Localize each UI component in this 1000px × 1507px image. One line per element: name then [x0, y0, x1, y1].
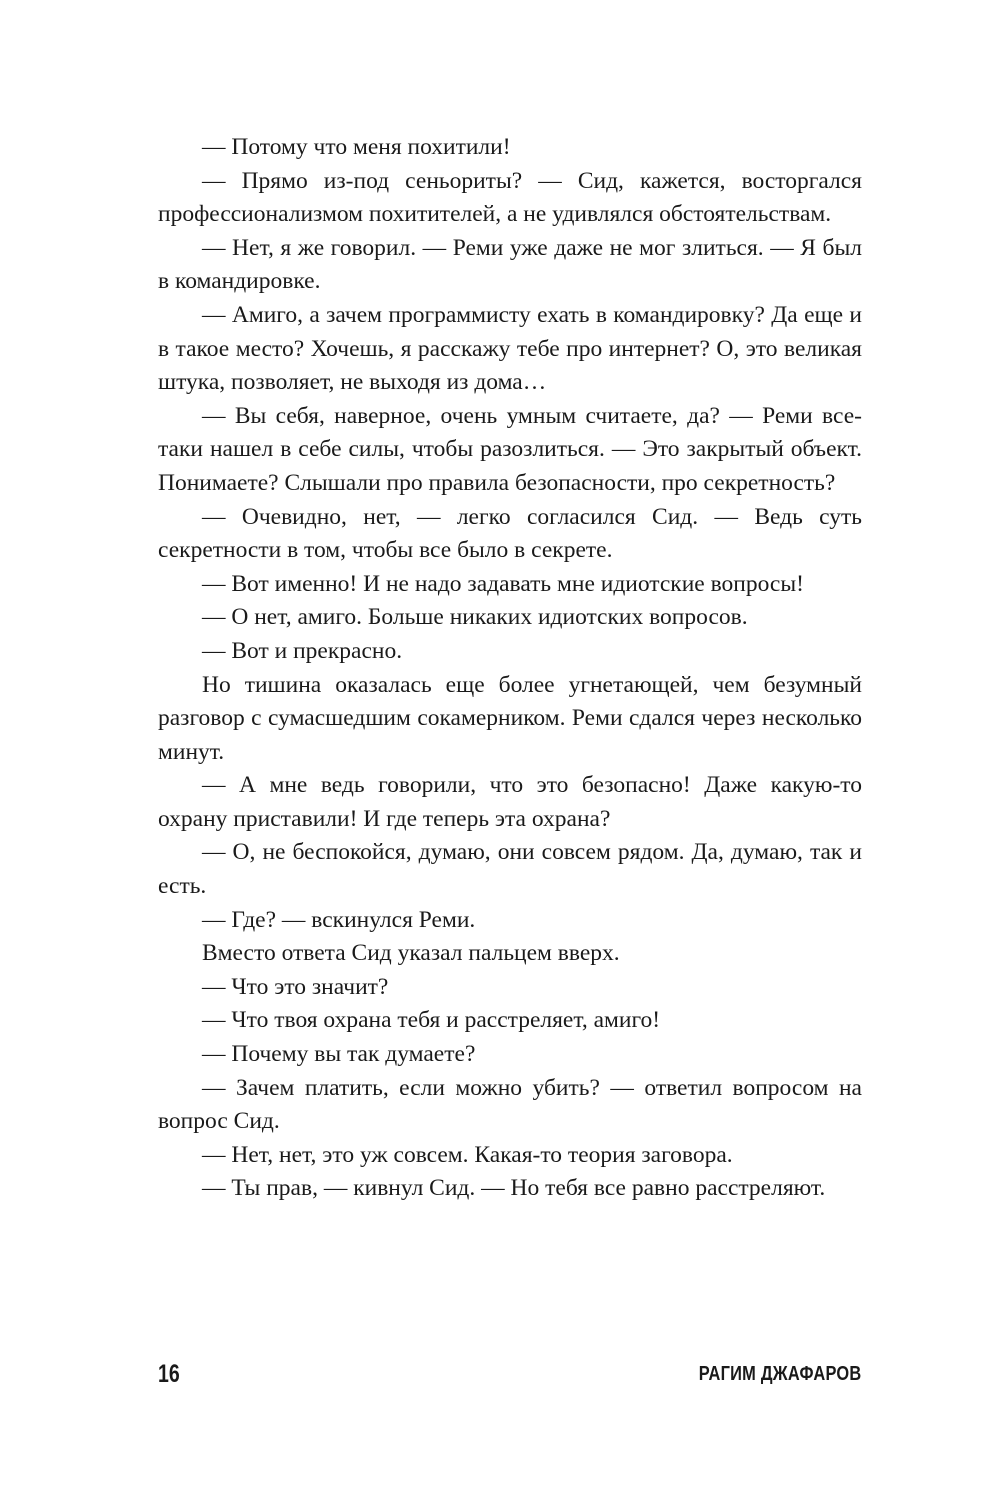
paragraph: — Вот именно! И не надо задавать мне идиотские вопросы!	[202, 570, 804, 597]
paragraph: — Нет, нет, это уж совсем. Какая-то теория заговора.	[202, 1141, 733, 1168]
paragraph: Вместо ответа Сид указал пальцем вверх.	[202, 940, 620, 967]
paragraph: — Амиго, а зачем программисту ехать в командировку? Да еще и в такое место? Хочешь, я расскажу тебе про интернет? О, это великая штука, позволяет, не выходя из дома…	[158, 301, 862, 396]
paragraph: — Потому что меня похитили!	[202, 134, 511, 160]
paragraph: — Что твоя охрана тебя и расстреляет, амиго!	[202, 1007, 661, 1034]
page-footer	[158, 1360, 862, 1394]
paragraph: — Прямо из-под сеньориты? — Сид, кажется, восторгался профессионализмом похитителей, а не удивлялся обстоятельствам.	[158, 167, 862, 228]
body-text	[158, 131, 862, 1206]
paragraph: — А мне ведь говорили, что это безопасно! Даже какую-то охрану приставили! И где теперь эта охрана?	[158, 772, 862, 832]
paragraph: — Вот и прекрасно.	[202, 637, 403, 664]
paragraph: — Почему вы так думаете?	[202, 1041, 476, 1068]
paragraph: — Где? — вскинулся Реми.	[202, 906, 476, 933]
paragraph: — Нет, я же говорил. — Реми уже даже не мог злиться. — Я был в командировке.	[158, 234, 862, 295]
paragraph: Но тишина оказалась еще более угнетающей, чем безумный разговор с сумасшедшим сокамерником. Реми сдался через несколько минут.	[158, 671, 862, 765]
paragraph: — Вы себя, наверное, очень умным считаете, да? — Реми все-таки нашел в себе силы, чтобы разозлиться. — Это закрытый объект. Понимаете? Слышали про правила безопасности, про секретность?	[158, 402, 862, 496]
paragraph: — О нет, амиго. Больше никаких идиотских вопросов.	[202, 604, 748, 631]
paragraph: — Что это значит?	[202, 973, 389, 1000]
running-footer-author: РАГИМ ДЖАФАРОВ	[699, 1363, 862, 1385]
paragraph: — Ты прав, — кивнул Сид. — Но тебя все равно расстреляют.	[202, 1175, 826, 1202]
paragraph: — Очевидно, нет, — легко согласился Сид. — Ведь суть секретности в том, чтобы все было в секрете.	[158, 503, 862, 564]
paragraph: — О, не беспокойся, думаю, они совсем рядом. Да, думаю, так и есть.	[158, 839, 862, 900]
page-number: 16	[158, 1360, 180, 1388]
paragraph: — Зачем платить, если можно убить? — ответил вопросом на вопрос Сид.	[158, 1074, 862, 1135]
